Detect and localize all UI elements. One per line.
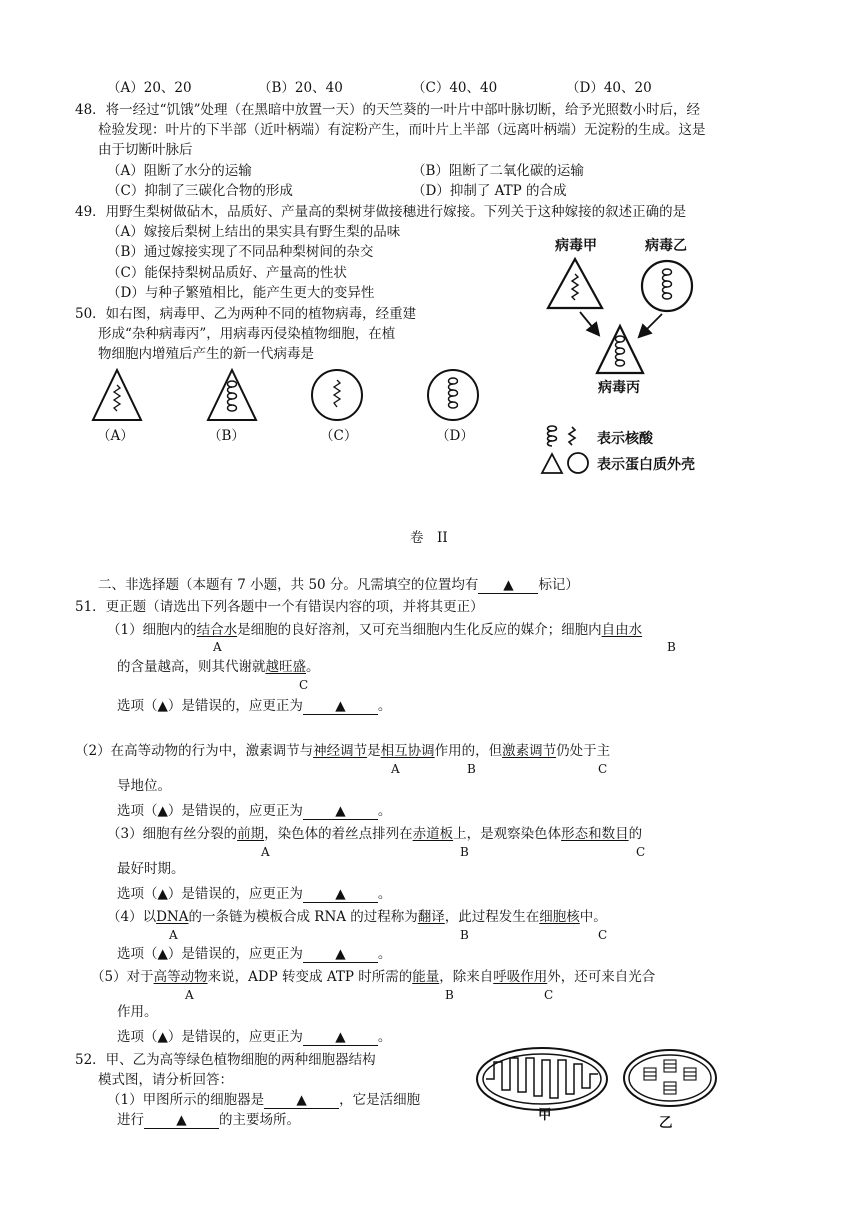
- blank-mark: ▲: [478, 577, 538, 594]
- q50-label-c: （C）: [320, 428, 358, 444]
- q47-option-d: （D）40、20: [566, 80, 652, 96]
- q51-s2-answer: 选项（▲）是错误的，应更正为 ▲ 。: [117, 803, 392, 819]
- virus-reconstruction-diagram: [540, 256, 730, 376]
- q51-s3-answer: 选项（▲）是错误的，应更正为 ▲ 。: [117, 886, 392, 902]
- q50-option-figures: [85, 365, 495, 425]
- legend-icons: [540, 424, 592, 476]
- q51-s5-line1: （5）对于高等动物来说，ADP 转变成 ATP 时所需的能量，除来自呼吸作用外，还可来自光合: [91, 969, 656, 985]
- q51-s5-letter-a: A: [185, 988, 194, 1002]
- q51-s1-letter-c: C: [299, 678, 309, 692]
- q47-option-c: （C）40、40: [412, 80, 498, 96]
- q51-s5-answer: 选项（▲）是错误的，应更正为 ▲ 。: [117, 1029, 392, 1045]
- q48-option-a: （A）阻断了水分的运输: [107, 163, 252, 179]
- q52-sub1-line1: （1）甲图所示的细胞器是 ▲ ，它是活细胞: [107, 1092, 421, 1108]
- q51-s2-letter-a: A: [391, 762, 400, 776]
- section-2-title: 卷 II: [410, 530, 448, 546]
- q50-line-3: 物细胞内增殖后产生的新一代病毒是: [98, 346, 314, 362]
- legend-protein-text: 表示蛋白质外壳: [597, 457, 695, 473]
- q51-s2-letter-b: B: [467, 762, 476, 776]
- virus-c-label: 病毒丙: [598, 380, 640, 396]
- q51-s2-letter-c: C: [598, 762, 608, 776]
- option-b-virus-icon: [208, 370, 256, 420]
- q49-option-d: （D）与种子繁殖相比，能产生更大的变异性: [107, 285, 375, 301]
- mitochondrion-icon: [477, 1048, 607, 1110]
- q51-s5-letter-c: C: [544, 988, 554, 1002]
- virus-c-icon: [597, 326, 643, 373]
- q50-line-1: 50．如右图，病毒甲、乙为两种不同的植物病毒，经重建: [75, 306, 417, 322]
- q50-label-d: （D）: [436, 428, 474, 444]
- virus-b-label: 病毒乙: [645, 238, 687, 254]
- q52-line-1: 52．甲、乙为高等绿色植物细胞的两种细胞器结构: [75, 1052, 376, 1068]
- label-yi: 乙: [659, 1115, 673, 1131]
- q49-option-a: （A）嫁接后梨树上结出的果实具有野生梨的品味: [107, 224, 401, 240]
- q51-s1-letter-a: A: [213, 640, 222, 654]
- virus-a-icon: [548, 259, 602, 308]
- option-d-virus-icon: [428, 370, 478, 420]
- part2-intro: 二、非选择题（本题有 7 小题，共 50 分。凡需填空的位置均有 ▲ 标记）: [98, 577, 579, 593]
- nucleic-acid-icon: [548, 426, 576, 446]
- q51-s4-letter-c: C: [598, 928, 608, 942]
- legend-nucleic-text: 表示核酸: [597, 431, 653, 447]
- q52-sub1-line2: 进行 ▲ 的主要场所。: [117, 1112, 300, 1128]
- q50-label-b: （B）: [208, 428, 245, 444]
- q51-s3-letter-c: C: [636, 845, 646, 859]
- q51-stem: 51．更正题（请选出下列各题中一个有错误内容的项，并将其更正）: [75, 599, 484, 615]
- q51-s3-letter-a: A: [261, 845, 270, 859]
- q48-option-c: （C）抑制了三碳化合物的形成: [107, 183, 293, 199]
- label-jia: 甲: [538, 1107, 552, 1123]
- q48-line-3: 由于切断叶脉后: [98, 142, 193, 158]
- arrow-a-to-c: [580, 312, 598, 334]
- q51-s3-line2: 最好时期。: [117, 861, 185, 877]
- virus-a-label: 病毒甲: [555, 238, 597, 254]
- q51-s4-line1: （4）以DNA的一条链为模板合成 RNA 的过程称为翻译，此过程发生在细胞核中。: [107, 909, 607, 925]
- q48-option-d: （D）抑制了 ATP 的合成: [412, 183, 567, 199]
- q50-label-a: （A）: [97, 428, 134, 444]
- option-c-virus-icon: [312, 370, 362, 420]
- q51-s5-line2: 作用。: [117, 1004, 158, 1020]
- q50-line-2: 形成“杂种病毒丙”，用病毒丙侵染植物细胞，在植: [98, 326, 396, 342]
- protein-shell-icon: [542, 453, 588, 473]
- arrow-b-to-c: [640, 314, 662, 336]
- q51-s5-letter-b: B: [445, 988, 454, 1002]
- q51-s1-line1: （1）细胞内的结合水是细胞的良好溶剂，又可充当细胞内生化反应的媒介；细胞内自由水: [107, 622, 643, 638]
- q51-s3-line1: （3）细胞有丝分裂的前期，染色体的着丝点排列在赤道板上，是观察染色体形态和数目的: [107, 826, 643, 842]
- q49-stem: 49．用野生梨树做砧木，品质好、产量高的梨树芽做接穗进行嫁接。下列关于这种嫁接的叙述正确的是: [75, 204, 687, 220]
- q48-option-b: （B）阻断了二氧化碳的运输: [412, 163, 584, 179]
- q48-line-2: 检验发现：叶片的下半部（近叶柄端）有淀粉产生，而叶片上半部（远离叶柄端）无淀粉的生成。这是: [98, 122, 706, 138]
- q52-line-2: 模式图，请分析回答：: [98, 1072, 233, 1088]
- option-a-virus-icon: [93, 370, 141, 420]
- q51-s1-line2: 的含量越高，则其代谢就越旺盛。: [117, 659, 320, 675]
- q47-option-a: （A）20、20: [107, 80, 192, 96]
- q51-s3-letter-b: B: [460, 845, 469, 859]
- q51-s2-line2: 导地位。: [117, 778, 171, 794]
- q49-option-b: （B）通过嫁接实现了不同品种梨树间的杂交: [107, 244, 374, 260]
- q49-option-c: （C）能保持梨树品质好、产量高的性状: [107, 265, 347, 281]
- chloroplast-icon: [624, 1050, 716, 1106]
- q48-line-1: 48．将一经过“饥饿”处理（在黑暗中放置一天）的天竺葵的一叶片中部叶脉切断，给予光照数小时后，经: [75, 102, 700, 118]
- q51-s1-letter-b: B: [667, 640, 676, 654]
- organelle-diagrams: [472, 1044, 722, 1114]
- q51-s4-answer: 选项（▲）是错误的，应更正为 ▲ 。: [117, 946, 392, 962]
- q47-option-b: （B）20、40: [258, 80, 343, 96]
- q51-s1-answer: 选项（▲）是错误的，应更正为 ▲ 。: [117, 698, 392, 714]
- q51-s4-letter-b: B: [460, 928, 469, 942]
- q51-s4-letter-a: A: [169, 928, 178, 942]
- virus-b-icon: [642, 261, 692, 311]
- q51-s2-line1: （2）在高等动物的行为中，激素调节与神经调节是相互协调作用的，但激素调节仍处于主: [75, 743, 611, 759]
